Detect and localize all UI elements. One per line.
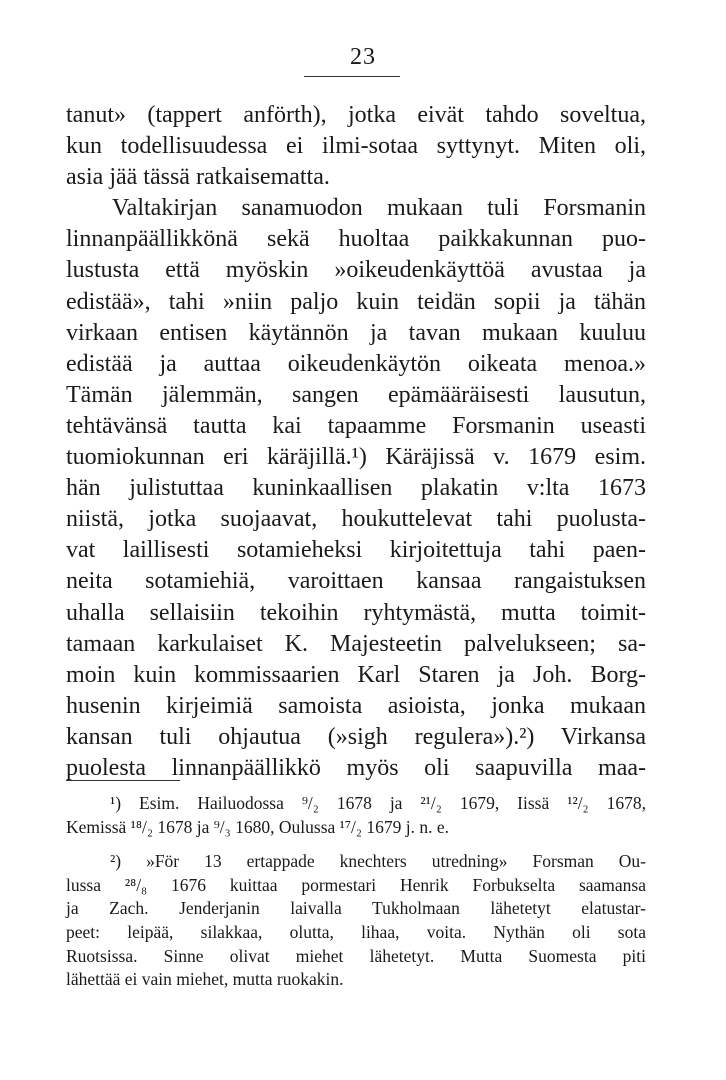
body-line: edistää», tahi »niin paljo kuin teidän sopii ja tähän [66, 288, 646, 315]
body-line: husenin kirjeimiä samoista asioista, jonka mukaan [66, 692, 646, 719]
body-line: Tämän jälemmän, sangen epämääräisesti lausutun, [66, 381, 646, 408]
body-line: neita sotamiehiä, varoittaen kansaa rangaistuksen [66, 568, 646, 595]
body-line: Valtakirjan sanamuodon mukaan tuli Forsmanin [112, 195, 646, 222]
body-line: kansan tuli ohjautua (»sigh regulera»).²) Virkansa [66, 723, 646, 750]
body-line: hän julistuttaa kuninkaallisen plakatin v:lta 1673 [66, 475, 646, 502]
footnote-line: peet: leipää, silakkaa, olutta, lihaa, voita. Nythän oli sota [66, 921, 646, 942]
body-line: vat laillisesti sotamieheksi kirjoitettuja tahi paen- [66, 537, 646, 564]
body-line: tanut» (tappert anförth), jotka eivät tahdo soveltua, [66, 102, 646, 128]
body-line: kun todellisuudessa ei ilmi-sotaa syttynyt. Miten oli, [66, 133, 646, 160]
body-line: puolesta linnanpäällikkö myös oli saapuvilla maa- [66, 754, 646, 781]
footnote-line: ja Zach. Jenderjanin laivalla Tukholmaan lähetetyt elatustar- [66, 898, 646, 919]
footnotes [66, 792, 646, 992]
body-line: uhalla sellaisiin tekoihin ryhtymästä, mutta toimit- [66, 599, 646, 626]
body-line: tamaan karkulaiset K. Majesteetin palvelukseen; sa- [66, 630, 646, 657]
body-line: lustusta että myöskin »oikeudenkäyttöä avustaa ja [66, 257, 646, 284]
footnote-line: ²) »För 13 ertappade knechters utredning» Forsman Ou- [110, 851, 646, 872]
body-line: linnanpäällikkönä sekä huoltaa paikkakunnan puo- [66, 226, 646, 253]
body-line: virkaan entisen käytännön ja tavan mukaan kuuluu [66, 319, 646, 346]
body-line: tehtävänsä tautta kai tapaamme Forsmanin useasti [66, 412, 646, 439]
body-line: moin kuin kommissaarien Karl Staren ja Joh. Borg- [66, 661, 646, 688]
body-line: niistä, jotka suojaavat, houkuttelevat tahi puolusta- [66, 506, 646, 533]
page-number: 23 [350, 44, 376, 70]
footnote-gap [66, 839, 646, 850]
footnote-line: Ruotsissa. Sinne olivat miehet lähetetyt. Mutta Suomesta piti [66, 945, 646, 966]
footnote-line: lussa ²⁸/₈ 1676 kuittaa pormestari Henrik Forbukselta saamansa [66, 874, 646, 895]
body-text [66, 100, 646, 784]
footnote-rule [66, 780, 180, 781]
header-rule [304, 76, 400, 77]
footnote-line: Kemissä ¹⁸/₂ 1678 ja ⁹/₃ 1680, Oulussa ¹⁷/₂ 1679 j. n. e. [66, 816, 449, 837]
footnote-line: ¹) Esim. Hailuodossa ⁹/₂ 1678 ja ²¹/₂ 1679, Iissä ¹²/₂ 1678, [110, 793, 646, 813]
body-line: asia jää tässä ratkaisematta. [66, 164, 330, 191]
body-line: edistää ja auttaa oikeudenkäytön oikeata menoa.» [66, 350, 646, 377]
body-line: tuomiokunnan eri käräjillä.¹) Käräjissä v. 1679 esim. [66, 444, 646, 471]
footnote-line: lähettää ei vain miehet, mutta ruokakin. [66, 969, 344, 990]
